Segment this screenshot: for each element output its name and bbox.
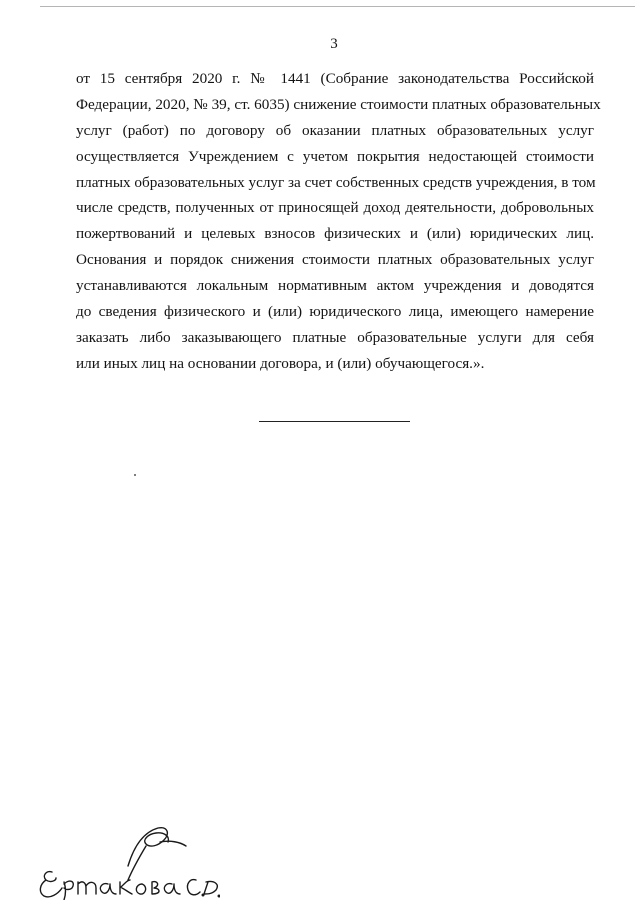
scan-speck: [134, 474, 136, 476]
text-line-12: или иных лиц на основании договора, и (или) обучающегося.».: [76, 354, 485, 372]
text-line-8: Основания и порядок снижения стоимости платных образовательных услуг: [76, 251, 594, 269]
text-line-1: от 15 сентября 2020 г. № 1441 (Собрание законодательства Российской: [76, 70, 594, 87]
page-number: 3: [330, 36, 338, 52]
top-border-line: [40, 6, 635, 7]
text-line-10: до сведения физического и (или) юридического лица, имеющего намерение: [76, 303, 594, 321]
text-line-2: Федерации, 2020, № 39, ст. 6035) снижение стоимости платных образовательных: [76, 95, 601, 113]
body-paragraph: [76, 66, 601, 377]
text-line-3: услуг (работ) по договору об оказании платных образовательных услуг: [76, 121, 594, 139]
handwritten-signature: [30, 822, 220, 900]
end-of-text-rule: [259, 421, 410, 422]
text-line-6: числе средств, полученных от приносящей доход деятельности, добровольных: [76, 199, 594, 217]
text-line-7: пожертвований и целевых взносов физических и (или) юридических лиц.: [76, 225, 594, 243]
text-line-4: осуществляется Учреждением с учетом покрытия недостающей стоимости: [76, 147, 594, 165]
text-line-5: платных образовательных услуг за счет собственных средств учреждения, в том: [76, 173, 596, 191]
text-line-9: устанавливаются локальным нормативным актом учреждения и доводятся: [76, 277, 594, 295]
text-line-11: заказать либо заказывающего платные образовательные услуги для себя: [76, 328, 594, 346]
